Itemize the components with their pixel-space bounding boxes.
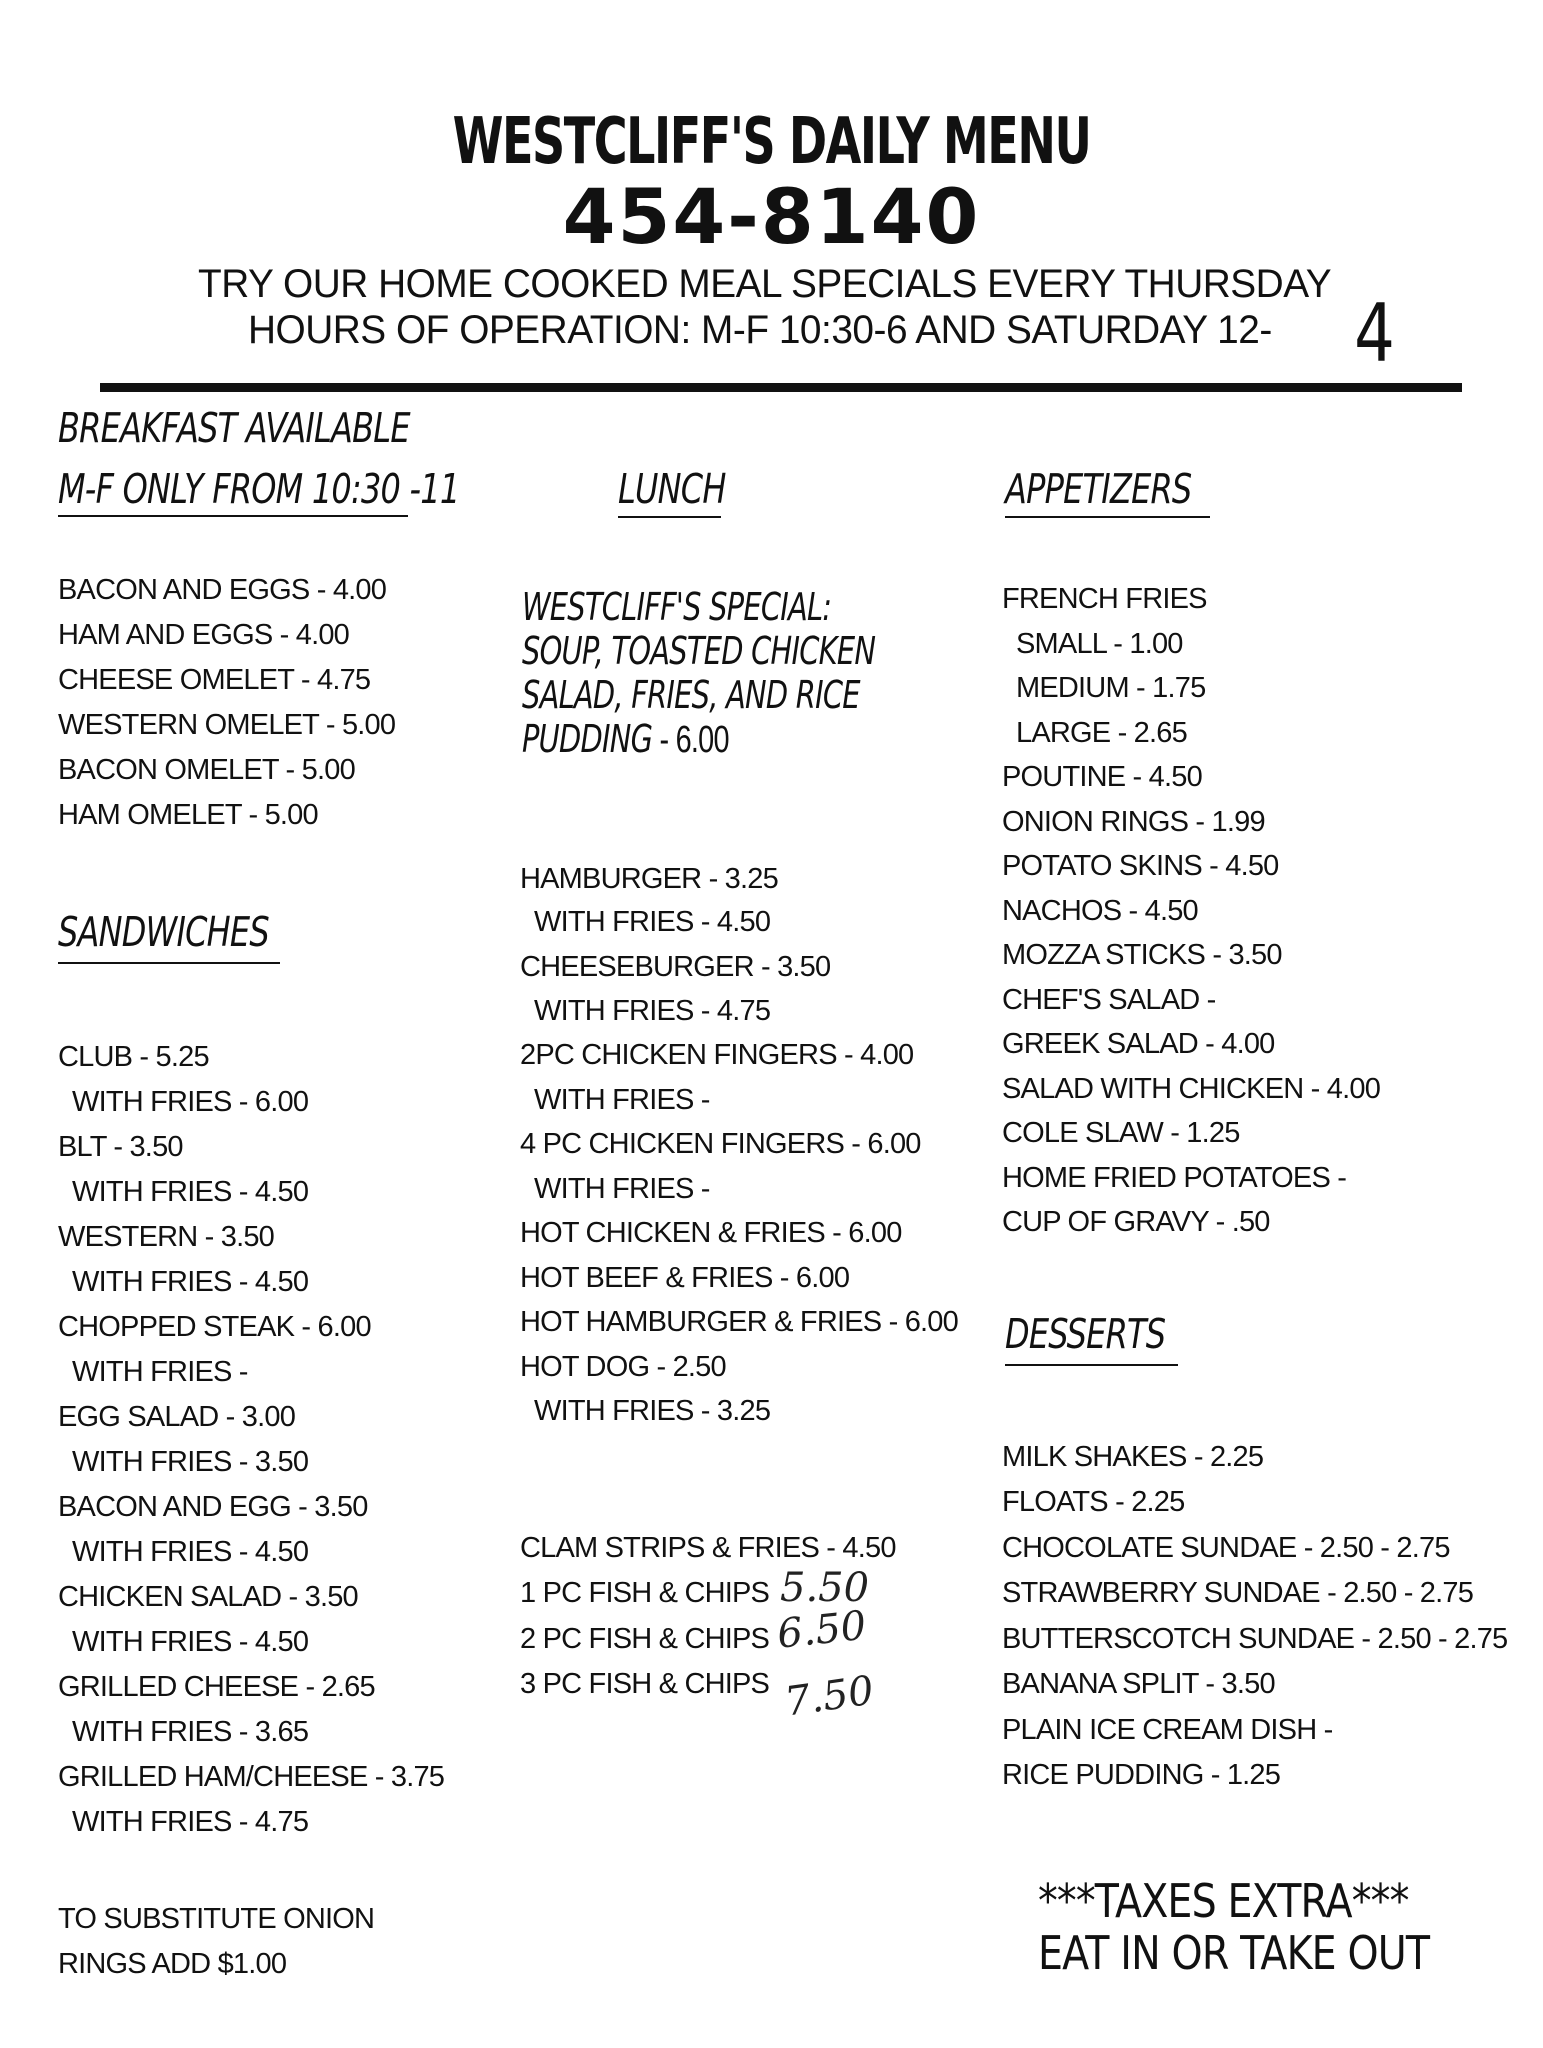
sandwich-item: WITH FRIES - 4.50 <box>72 1626 309 1658</box>
handwritten-price: 6.50 <box>775 1602 869 1658</box>
dessert-item: PLAIN ICE CREAM DISH - <box>1002 1714 1333 1746</box>
sandwich-item: EGG SALAD - 3.00 <box>58 1401 296 1433</box>
appetizer-item: SALAD WITH CHICKEN - 4.00 <box>1002 1073 1381 1105</box>
appetizers-underline <box>1005 516 1210 518</box>
lunch-item: HOT CHICKEN & FRIES - 6.00 <box>520 1217 902 1249</box>
dessert-item: CHOCOLATE SUNDAE - 2.50 - 2.75 <box>1002 1532 1450 1564</box>
lunch-item: WITH FRIES - 4.75 <box>534 995 771 1027</box>
dessert-item: RICE PUDDING - 1.25 <box>1002 1759 1281 1791</box>
sandwich-item: GRILLED HAM/CHEESE - 3.75 <box>58 1761 445 1793</box>
lunch-item: HAMBURGER - 3.25 <box>520 863 778 895</box>
handwritten-price: 5.50 <box>780 1565 870 1611</box>
sandwich-item: WITH FRIES - 3.65 <box>72 1716 309 1748</box>
breakfast-item: CHEESE OMELET - 4.75 <box>58 664 371 696</box>
appetizer-item: SMALL - 1.00 <box>1016 628 1183 660</box>
lunch-item: 2PC CHICKEN FINGERS - 4.00 <box>520 1039 914 1071</box>
breakfast-item: HAM OMELET - 5.00 <box>58 799 318 831</box>
appetizer-item: GREEK SALAD - 4.00 <box>1002 1028 1275 1060</box>
taxes-extra-note: ***TAXES EXTRA*** <box>1038 1874 1409 1928</box>
lunch-item: WITH FRIES - 3.25 <box>534 1395 771 1427</box>
hours-of-operation: HOURS OF OPERATION: M-F 10:30-6 AND SATURDAY 12- <box>248 308 1272 352</box>
lunch-underline <box>618 516 721 518</box>
breakfast-underline <box>58 515 408 517</box>
menu-title: WESTCLIFF'S DAILY MENU <box>452 105 1091 179</box>
breakfast-item: BACON AND EGGS - 4.00 <box>58 574 387 606</box>
dessert-item: FLOATS - 2.25 <box>1002 1486 1185 1518</box>
fish-item: 1 PC FISH & CHIPS <box>520 1577 770 1609</box>
appetizer-item: COLE SLAW - 1.25 <box>1002 1117 1240 1149</box>
breakfast-item: HAM AND EGGS - 4.00 <box>58 619 349 651</box>
sandwich-item: WITH FRIES - 4.50 <box>72 1536 309 1568</box>
sandwich-item: WITH FRIES - 6.00 <box>72 1086 309 1118</box>
dessert-item: BUTTERSCOTCH SUNDAE - 2.50 - 2.75 <box>1002 1623 1508 1655</box>
appetizer-item: CUP OF GRAVY - .50 <box>1002 1206 1270 1238</box>
appetizer-item: ONION RINGS - 1.99 <box>1002 806 1265 838</box>
appetizer-item: HOME FRIED POTATOES - <box>1002 1162 1347 1194</box>
header-divider <box>100 383 1462 392</box>
appetizer-item: LARGE - 2.65 <box>1016 717 1187 749</box>
eat-in-take-out-note: EAT IN OR TAKE OUT <box>1038 1926 1430 1980</box>
sandwiches-underline <box>58 962 280 964</box>
appetizer-item: FRENCH FRIES <box>1002 583 1207 615</box>
fish-item: 3 PC FISH & CHIPS <box>520 1668 770 1700</box>
lunch-item: WITH FRIES - 4.50 <box>534 906 771 938</box>
appetizer-item: POUTINE - 4.50 <box>1002 761 1202 793</box>
sandwich-item: WESTERN - 3.50 <box>58 1221 275 1253</box>
special-line: SALAD, FRIES, AND RICE <box>522 673 860 717</box>
sandwich-item: CHICKEN SALAD - 3.50 <box>58 1581 358 1613</box>
sandwiches-heading: SANDWICHES <box>58 908 269 956</box>
sandwich-item: WITH FRIES - 4.50 <box>72 1266 309 1298</box>
sandwich-item: CHOPPED STEAK - 6.00 <box>58 1311 371 1343</box>
sandwich-item: BACON AND EGG - 3.50 <box>58 1491 368 1523</box>
breakfast-hours-heading: M-F ONLY FROM 10:30 -11 <box>58 465 460 513</box>
sandwich-item: WITH FRIES - 3.50 <box>72 1446 309 1478</box>
lunch-item: HOT DOG - 2.50 <box>520 1351 726 1383</box>
dessert-item: MILK SHAKES - 2.25 <box>1002 1441 1264 1473</box>
sandwich-item: BLT - 3.50 <box>58 1131 183 1163</box>
lunch-item: HOT HAMBURGER & FRIES - 6.00 <box>520 1306 958 1338</box>
note-line: RINGS ADD $1.00 <box>58 1948 287 1980</box>
desserts-underline <box>1005 1364 1178 1366</box>
sandwich-item: CLUB - 5.25 <box>58 1041 209 1073</box>
phone-number: 454-8140 <box>562 172 981 261</box>
note-line: TO SUBSTITUTE ONION <box>58 1903 375 1935</box>
handwritten-price: 7.50 <box>782 1667 877 1726</box>
sandwich-item: GRILLED CHEESE - 2.65 <box>58 1671 375 1703</box>
tagline: TRY OUR HOME COOKED MEAL SPECIALS EVERY THURSDAY <box>198 262 1332 306</box>
sandwich-item: WITH FRIES - <box>72 1356 248 1388</box>
lunch-item: HOT BEEF & FRIES - 6.00 <box>520 1262 850 1294</box>
appetizer-item: MOZZA STICKS - 3.50 <box>1002 939 1282 971</box>
lunch-item: WITH FRIES - <box>534 1084 710 1116</box>
westcliff-special <box>522 585 875 762</box>
lunch-item: 4 PC CHICKEN FINGERS - 6.00 <box>520 1128 921 1160</box>
special-line: PUDDING <box>522 717 653 761</box>
special-line: WESTCLIFF'S SPECIAL: <box>522 585 832 629</box>
desserts-heading: DESSERTS <box>1005 1310 1166 1358</box>
appetizer-item: CHEF'S SALAD - <box>1002 984 1216 1016</box>
appetizers-heading: APPETIZERS <box>1005 465 1192 513</box>
lunch-heading: LUNCH <box>618 465 726 513</box>
lunch-item: CHEESEBURGER - 3.50 <box>520 951 831 983</box>
fish-item: 2 PC FISH & CHIPS <box>520 1623 770 1655</box>
dessert-item: BANANA SPLIT - 3.50 <box>1002 1668 1275 1700</box>
appetizer-item: POTATO SKINS - 4.50 <box>1002 850 1279 882</box>
special-line: SOUP, TOASTED CHICKEN <box>522 629 876 673</box>
fish-item: CLAM STRIPS & FRIES - 4.50 <box>520 1532 896 1564</box>
appetizer-item: MEDIUM - 1.75 <box>1016 672 1206 704</box>
special-price: - 6.00 <box>652 719 729 761</box>
hours-handwritten-close: 4 <box>1354 287 1395 380</box>
breakfast-heading: BREAKFAST AVAILABLE <box>58 404 410 452</box>
breakfast-item: BACON OMELET - 5.00 <box>58 754 355 786</box>
lunch-item: WITH FRIES - <box>534 1173 710 1205</box>
sandwich-item: WITH FRIES - 4.50 <box>72 1176 309 1208</box>
dessert-item: STRAWBERRY SUNDAE - 2.50 - 2.75 <box>1002 1577 1474 1609</box>
sandwich-item: WITH FRIES - 4.75 <box>72 1806 309 1838</box>
appetizer-item: NACHOS - 4.50 <box>1002 895 1198 927</box>
breakfast-item: WESTERN OMELET - 5.00 <box>58 709 396 741</box>
